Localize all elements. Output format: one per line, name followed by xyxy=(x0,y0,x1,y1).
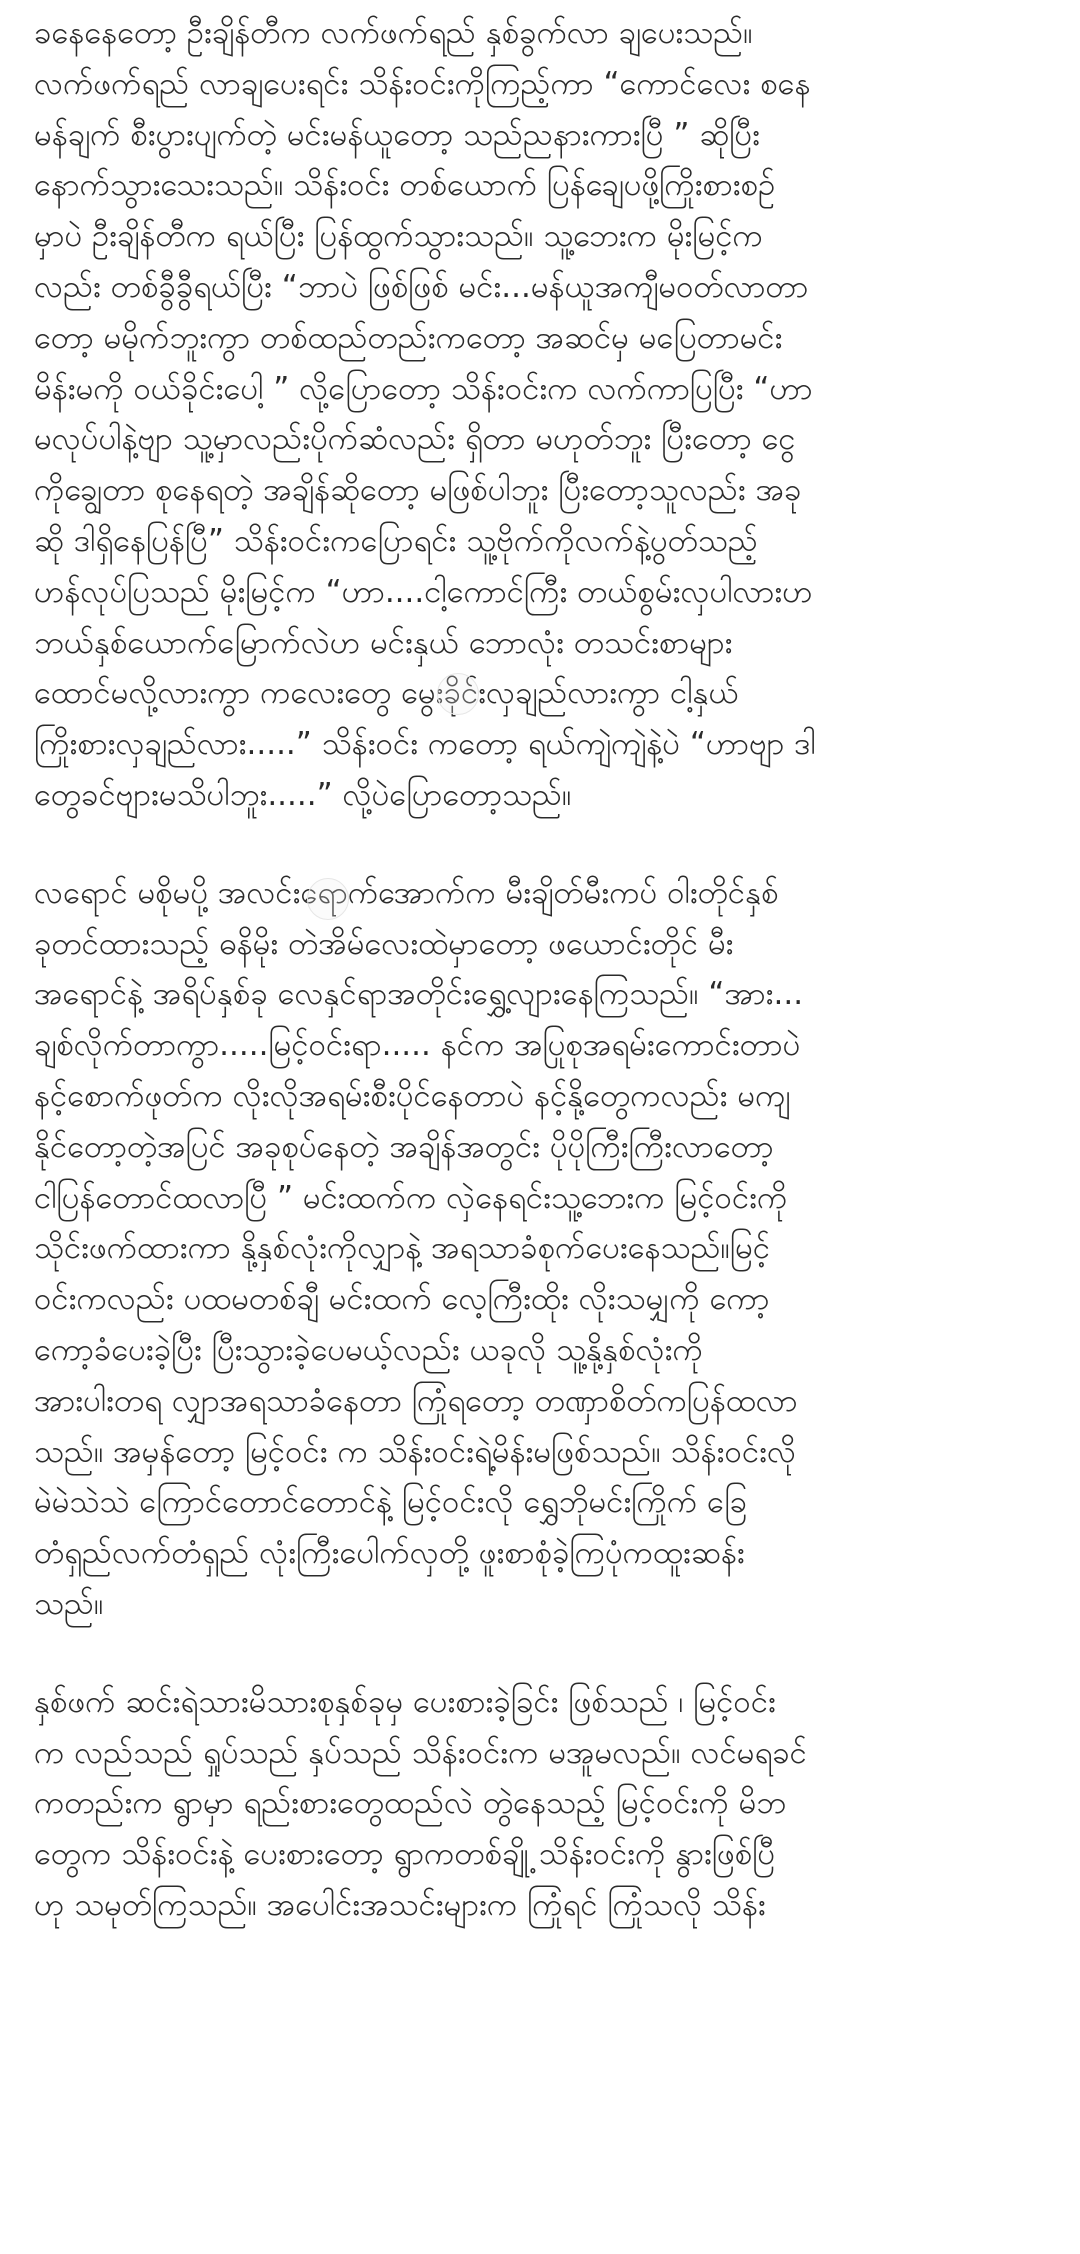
text-line: က လည်သည် ရှုပ်သည် နှပ်သည် သိန်းဝင်းက မအူမလည်။ လင်မရခင် xyxy=(34,1734,807,1771)
text-line: မလုပ်ပါနဲ့ဗျာ သူ့မှာလည်းပိုက်ဆံလည်း ရှိတာ မဟုတ်ဘူး ပြီးတော့ ငွေ xyxy=(34,421,796,458)
text-line: ကြိုးစားလှချည်လား.....” သိန်းဝင်း ကတော့ ရယ်ကျဲကျဲနဲ့ပဲ “ဟာဗျာ ဒါ xyxy=(34,726,816,763)
text-line: ဟန်လုပ်ပြသည် မိုးမြင့်က “ဟာ....ငါ့ကောင်ကြီး တယ်စွမ်းလှပါလားဟ xyxy=(34,573,813,610)
text-line: အရောင်နဲ့ အရိပ်နှစ်ခု လေနှင်ရာအတိုင်းရွှေ့လျားနေကြသည်။ “အား... xyxy=(34,976,804,1013)
text-line: မိန်းမကို ဝယ်ခိုင်းပေါ့ ” လို့ပြောတော့ သိန်းဝင်းက လက်ကာပြပြီး “ဟာ xyxy=(34,370,813,407)
text-line: ဘယ်နှစ်ယောက်မြောက်လဲဟ မင်းနှယ် ဘောလုံး တသင်းစာများ xyxy=(34,624,733,661)
text-line: သည်။ xyxy=(34,1585,104,1622)
text-line: ဝင်းကလည်း ပထမတစ်ချီ မင်းထက် လေ့ကြီးထိုး လိုးသမျှကို ကော့ xyxy=(34,1281,770,1318)
text-line: နင့်စောက်ဖုတ်က လိုးလိုအရမ်းစီးပိုင်နေတာပဲ နင့်နို့တွေကလည်း မကျ xyxy=(34,1077,791,1114)
text-line: ငါပြန်တောင်ထလာပြီ ” မင်းထက်က လှဲနေရင်းသူ့ဘေးက မြင့်ဝင်းကို xyxy=(34,1179,788,1216)
paragraph-spacer xyxy=(34,821,1046,868)
text-line: တွေခင်ဗျားမသိပါဘူး.....” လို့ပဲပြောတော့သည်။ xyxy=(34,776,572,813)
text-line: နိုင်တော့တဲ့အပြင် အခုစုပ်နေတဲ့ အချိန်အတွင်း ပိုပိုကြီးကြီးလာတော့ xyxy=(34,1128,774,1165)
text-line: မန်ချက် စီးပွားပျက်တဲ့ မင်းမန်ယူတော့ သည်ညနားကားပြီ ” ဆိုပြီး xyxy=(34,116,760,153)
text-line: နှစ်ဖက် ဆင်းရဲသားမိသားစုနှစ်ခုမှ ပေးစားခဲ့ခြင်း ဖြစ်သည် ၊ မြင့်ဝင်း xyxy=(34,1683,776,1720)
text-line: ကော့ခံပေးခဲ့ပြီး ပြီးသွားခဲ့ပေမယ့်လည်း ယခုလို သူ့နို့နှစ်လုံးကို xyxy=(34,1331,703,1368)
text-line: ထောင်မလို့လားကွာ ကလေးတွေ မွေးခိုင်းလှချည်လားကွာ ငါ့နှယ် xyxy=(34,675,739,712)
text-line: မဲမဲသဲသဲ ကြောင်တောင်တောင်နဲ့ မြင့်ဝင်းလို ရွှေဘိုမင်းကြိုက် ခြေ xyxy=(34,1484,748,1521)
paragraph-3 xyxy=(34,1677,1046,1931)
text-line: ဟု သမုတ်ကြသည်။ အပေါင်းအသင်းများက ကြုံရင် ကြုံသလို သိန်း xyxy=(34,1886,766,1923)
text-line: သိုင်းဖက်ထားကာ နို့နှစ်လုံးကိုလျှာနဲ့ အရသာခံစုက်ပေးနေသည်။မြင့် xyxy=(34,1230,771,1267)
text-line: လည်း တစ်ခွီခွီရယ်ပြီး “ဘာပဲ ဖြစ်ဖြစ် မင်း...မန်ယူအကျီမဝတ်လာတာ xyxy=(34,268,809,305)
text-line: လရောင် မစိုမပို့ အလင်းရောက်အောက်က မီးချိတ်မီးကပ် ဝါးတိုင်နှစ် xyxy=(34,874,779,911)
article-text xyxy=(34,8,1046,1931)
text-line: ခနေနေတော့ ဦးချိန်တီက လက်ဖက်ရည် နှစ်ခွက်လာ ချပေးသည်။ xyxy=(34,15,753,51)
text-line: သည်။ အမှန်တော့ မြင့်ဝင်း က သိန်းဝင်းရဲ့မိန်းမဖြစ်သည်။ သိန်းဝင်းလို xyxy=(34,1433,797,1470)
text-line: တွေက သိန်းဝင်းနဲ့ ပေးစားတော့ ရွာကတစ်ချို့ သိန်းဝင်းကို နွားဖြစ်ပြီ xyxy=(34,1836,776,1873)
paragraph-1 xyxy=(34,8,1046,821)
paragraph-spacer xyxy=(34,1630,1046,1677)
text-line: ခုတင်ထားသည့် ဓနိမိုး တဲအိမ်လေးထဲမှာတော့ ဖယောင်းတိုင် မီး xyxy=(34,925,734,962)
text-line: နောက်သွားသေးသည်။ သိန်းဝင်း တစ်ယောက် ပြန်ချေပဖို့ကြိုးစားစဉ် xyxy=(34,167,776,204)
text-line: ဆို ဒါရှိနေပြန်ပြီ” သိန်းဝင်းကပြောရင်း သူ့ဗိုက်ကိုလက်နဲ့ပွတ်သည့် xyxy=(34,522,758,559)
text-line: ကိုချွေတာ စုနေရတဲ့ အချိန်ဆိုတော့ မဖြစ်ပါဘူး ပြီးတော့သူလည်း အခု xyxy=(34,472,802,509)
text-line: တော့ မမိုက်ဘူးကွာ တစ်ထည်တည်းကတော့ အဆင်မှ မပြေတာမင်း xyxy=(34,319,783,356)
paragraph-2 xyxy=(34,868,1046,1630)
text-line: ကတည်းက ရွာမှာ ရည်းစားတွေထည်လဲ တွဲနေသည့် မြင့်ဝင်းကို မိဘ xyxy=(34,1785,787,1822)
text-line: လက်ဖက်ရည် လာချပေးရင်း သိန်းဝင်းကိုကြည့်ကာ “ကောင်လေး စနေ xyxy=(34,65,811,102)
text-line: ချစ်လိုက်တာကွာ.....မြင့်ဝင်းရာ..... နင်က အပြုစုအရမ်းကောင်းတာပဲ xyxy=(34,1027,801,1064)
text-line: တံရှည်လက်တံရှည် လုံးကြီးပေါက်လှတို့ ဖူးစာစုံခဲ့ကြပုံကထူးဆန်း xyxy=(34,1535,745,1572)
text-line: မှာပဲ ဦးချိန်တီက ရယ်ပြီး ပြန်ထွက်သွားသည်။ သူ့ဘေးက မိုးမြင့်က xyxy=(34,218,763,255)
text-line: အားပါးတရ လျှာအရသာခံနေတာ ကြုံရတော့ တဏှာစိတ်ကပြန်ထလာ xyxy=(34,1382,798,1419)
